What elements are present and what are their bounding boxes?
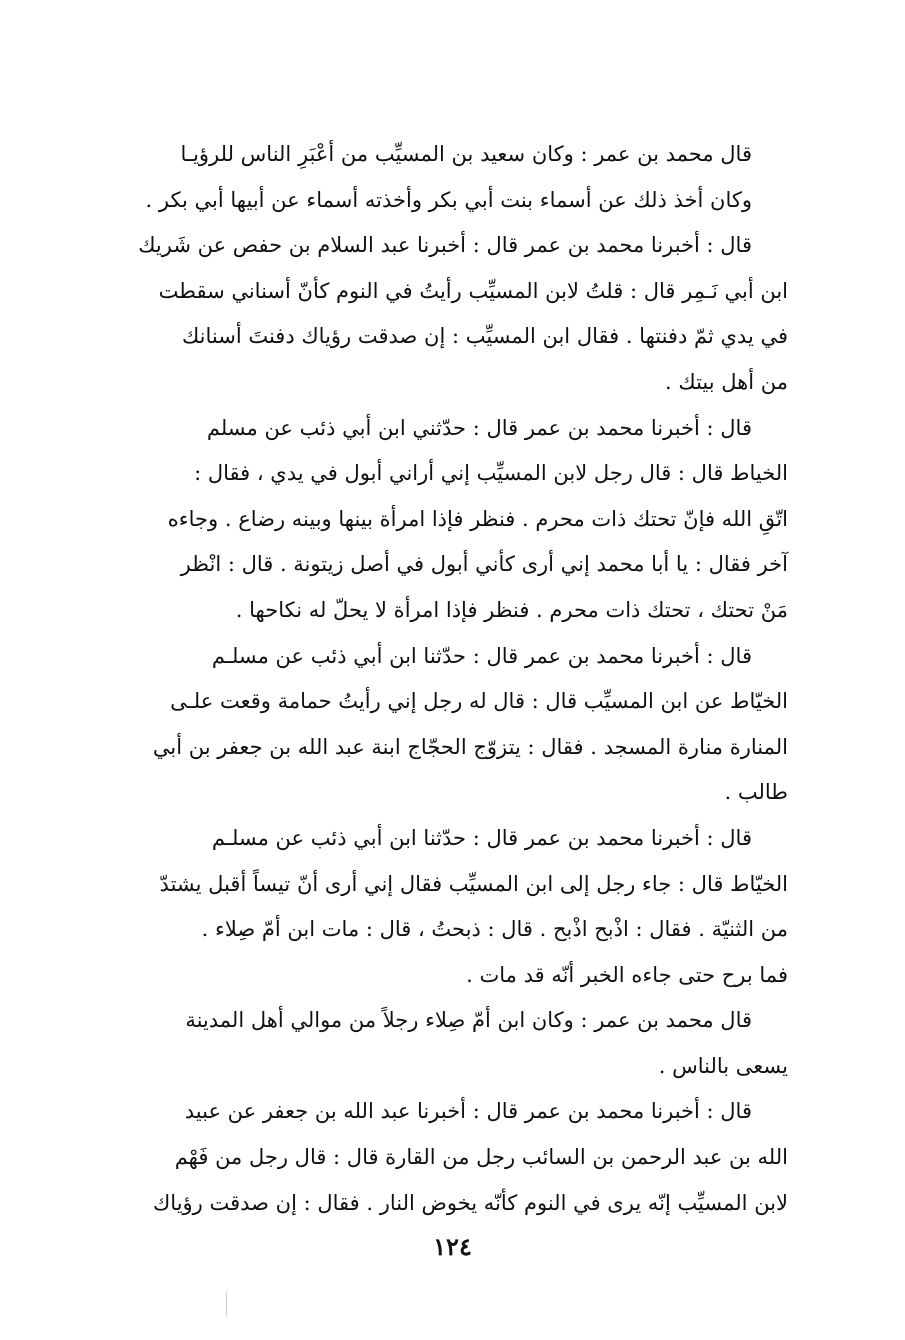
text-line: قال : أخبرنا محمد بن عمر قال : أخبرنا عبد الله بن جعفر عن عبيد xyxy=(184,1099,752,1124)
text-line: يسعى بالناس . xyxy=(658,1053,788,1078)
text-line: وكان أخذ ذلك عن أسماء بنت أبي بكر وأخذته أسماء عن أبيها أبي بكر . xyxy=(145,187,752,212)
text-line: قال : أخبرنا محمد بن عمر قال : أخبرنا عبد السلام بن حفص عن شَريك xyxy=(138,233,752,258)
text-line: المنارة منارة المسجد . فقال : يتزوّج الحجّاج ابنة عبد الله بن جعفر بن أبي xyxy=(152,734,788,759)
text-line: من أهل بيتك . xyxy=(665,369,788,394)
text-line: آخر فقال : يا أبا محمد إني أرى كأني أبول في أصل زيتونة . قال : انْظر xyxy=(180,552,788,577)
text-line: الخياط قال : قال رجل لابن المسيِّب إني أراني أبول في يدي ، فقال : xyxy=(194,461,788,486)
text-line: الخيّاط قال : جاء رجل إلى ابن المسيِّب فقال إني أرى أنّ تيساً أقبل يشتدّ xyxy=(159,871,788,896)
text-line: طالب . xyxy=(724,780,788,805)
text-line: قال : أخبرنا محمد بن عمر قال : حدّثني ابن أبي ذئب عن مسلم xyxy=(206,415,752,440)
text-line: قال محمد بن عمر : وكان سعيد بن المسيِّب من أعْبَرِ الناس للرؤيـا xyxy=(180,142,752,166)
arabic-text-block xyxy=(92,132,788,1226)
text-line: ابن أبي نَـمِر قال : قلتُ لابن المسيِّب رأيتُ في النوم كأنّ أسناني سقطت xyxy=(158,278,788,303)
paragraph-7 xyxy=(92,1089,788,1226)
text-line: مَنْ تحتك ، تحتك ذات محرم . فنظر فإذا امرأة لا يحلّ له نكاحها . xyxy=(235,597,788,622)
text-line: لابن المسيِّب إنّه يرى في النوم كأنّه يخوض النار . فقال : إن صدقت رؤياك xyxy=(152,1190,788,1215)
scan-artifact-mark xyxy=(226,1290,233,1318)
text-line: فما برح حتى جاءه الخبر أنّه قد مات . xyxy=(466,962,788,987)
text-line: الخيّاط عن ابن المسيِّب قال : قال له رجل إني رأيتُ حمامة وقعت علـى xyxy=(170,689,788,714)
paragraph-4 xyxy=(92,634,788,816)
text-line: من الثنيّة . فقال : اذْبح اذْبح . قال : ذبحتُ ، قال : مات ابن أمّ صِلاء . xyxy=(201,917,788,942)
text-line: قال : أخبرنا محمد بن عمر قال : حدّثنا ابن أبي ذئب عن مسلـم xyxy=(211,643,752,668)
paragraph-2 xyxy=(92,223,788,405)
paragraph-6 xyxy=(92,998,788,1089)
text-line: اتّقِ الله فإنّ تحتك ذات محرم . فنظر فإذا امرأة بينها وبينه رضاع . وجاءه xyxy=(167,506,788,531)
text-line: في يدي ثمّ دفنتها . فقال ابن المسيِّب : إن صدقت رؤياك دفنتَ أسنانك xyxy=(181,324,788,349)
text-line: قال محمد بن عمر : وكان ابن أمّ صِلاء رجلاً من موالي أهل المدينة xyxy=(185,1008,752,1033)
paragraph-5 xyxy=(92,816,788,998)
paragraph-1 xyxy=(92,132,788,223)
text-line: الله بن عبد الرحمن بن السائب رجل من القارة قال : قال رجل من فَهْم xyxy=(174,1145,788,1170)
text-line: قال : أخبرنا محمد بن عمر قال : حدّثنا ابن أبي ذئب عن مسلـم xyxy=(211,825,752,850)
page-number: ١٢٤ xyxy=(433,1232,472,1261)
paragraph-3 xyxy=(92,406,788,634)
